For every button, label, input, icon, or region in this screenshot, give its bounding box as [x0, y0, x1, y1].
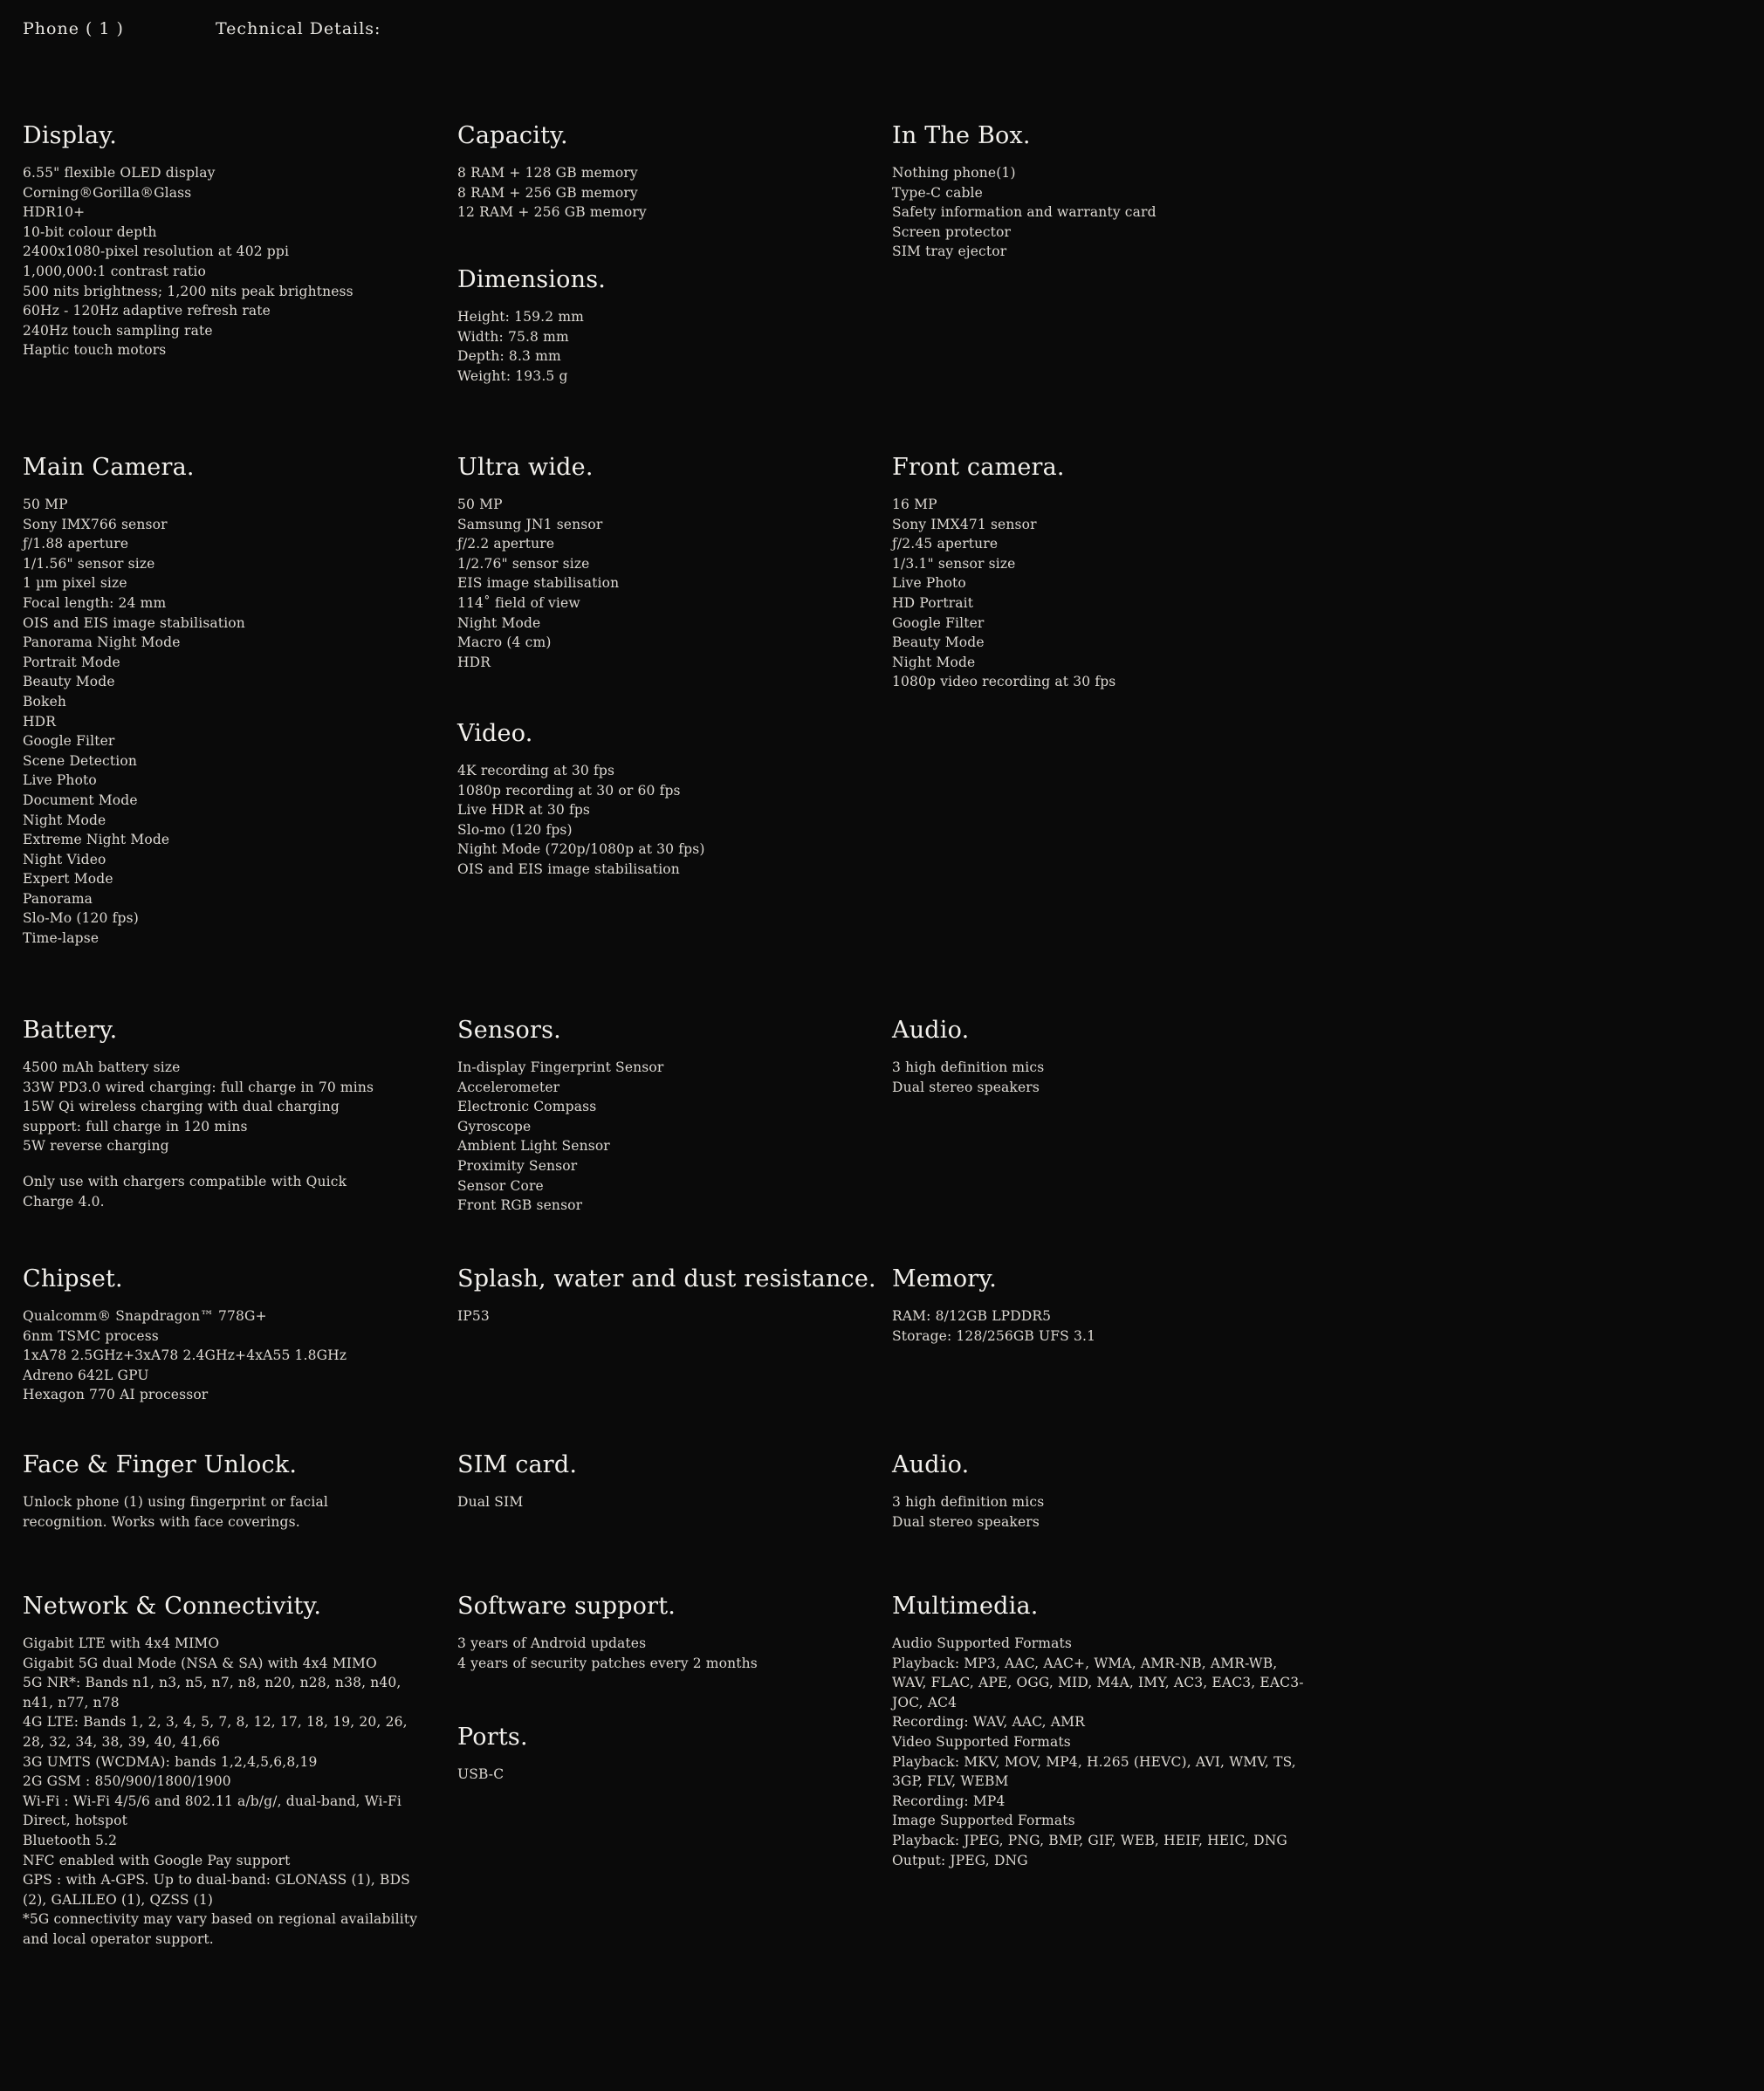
section-title: Front camera. [892, 454, 1065, 481]
spec-line: 240Hz touch sampling rate [23, 322, 213, 339]
spec-line: support: full charge in 120 mins [23, 1118, 248, 1135]
section-title: Sensors. [457, 1017, 561, 1044]
section-audio-bottom [892, 1451, 1328, 1532]
section-title: In The Box. [892, 122, 1031, 149]
spec-line: 114˚ field of view [457, 594, 580, 611]
section-battery [23, 1017, 459, 1211]
spec-line: 4K recording at 30 fps [457, 763, 615, 778]
section-sim-card [457, 1451, 894, 1512]
spec-line: Output: JPEG, DNG [892, 1852, 1028, 1868]
spec-line: 1/3.1" sensor size [892, 555, 1016, 572]
spec-line: Gigabit 5G dual Mode (NSA & SA) with 4x4 MIMO [23, 1655, 377, 1671]
section-title: Dimensions. [457, 266, 607, 293]
spec-line: GPS : with A-GPS. Up to dual-band: GLONASS (1), BDS (2), GALILEO (1), QZSS (1) [23, 1872, 410, 1908]
spec-line: 5G NR*: Bands n1, n3, n5, n7, n8, n20, n28, n38, n40, n41, n77, n78 [23, 1675, 402, 1711]
spec-line: 8 RAM + 256 GB memory [457, 184, 638, 201]
spec-line: RAM: 8/12GB LPDDR5 [892, 1308, 1052, 1324]
spec-line: Nothing phone(1) [892, 165, 1016, 181]
spec-line: Hexagon 770 AI processor [23, 1387, 209, 1403]
spec-line: 2400x1080-pixel resolution at 402 ppi [23, 243, 290, 260]
spec-line: Accelerometer [457, 1079, 560, 1095]
spec-line: recognition. Works with face coverings. [23, 1513, 300, 1530]
section-title: Capacity. [457, 122, 568, 149]
spec-line: Night Mode [892, 654, 976, 670]
spec-line: Ambient Light Sensor [457, 1138, 610, 1155]
spec-line: In-display Fingerprint Sensor [457, 1059, 664, 1075]
spec-line: 1 µm pixel size [23, 575, 127, 592]
page-title: Phone ( 1 ) [23, 19, 124, 38]
spec-line: Screen protector [892, 223, 1012, 240]
section-body [457, 163, 885, 223]
section-body [892, 1634, 1311, 1870]
section-audio-top [892, 1017, 1328, 1097]
spec-line: Video Supported Formats [892, 1733, 1071, 1750]
spec-line: Storage: 128/256GB UFS 3.1 [892, 1327, 1096, 1344]
spec-line: Time-lapse [23, 930, 100, 947]
section-body [892, 1492, 1320, 1532]
spec-line: Dual stereo speakers [892, 1079, 1040, 1095]
section-body [23, 1634, 433, 1950]
spec-line: OIS and EIS image stabilisation [23, 614, 245, 631]
spec-line: Gigabit LTE with 4x4 MIMO [23, 1635, 220, 1651]
spec-line: Dual stereo speakers [892, 1513, 1040, 1530]
section-title: Audio. [892, 1451, 970, 1478]
section-face-finger-unlock [23, 1451, 459, 1532]
spec-line: HDR [457, 654, 491, 670]
section-body [23, 1058, 433, 1211]
spec-line: 1080p recording at 30 or 60 fps [457, 782, 681, 799]
spec-line: 1xA78 2.5GHz+3xA78 2.4GHz+4xA55 1.8GHz [23, 1347, 347, 1364]
spec-line: Electronic Compass [457, 1099, 597, 1115]
spec-line: 8 RAM + 128 GB memory [457, 165, 638, 181]
spec-line: ƒ/2.45 aperture [892, 536, 999, 552]
spec-line: 3 years of Android updates [457, 1635, 647, 1651]
spec-line: Unlock phone (1) using fingerprint or facial [23, 1494, 328, 1510]
section-memory [892, 1265, 1328, 1346]
spec-line: Expert Mode [23, 871, 113, 888]
spec-line: Height: 159.2 mm [457, 309, 585, 325]
spec-line: Slo-mo (120 fps) [457, 821, 573, 838]
spec-line: *5G connectivity may vary based on regional availability and local operator support. [23, 1911, 418, 1947]
section-title: Main Camera. [23, 454, 195, 481]
spec-line: 3 high definition mics [892, 1494, 1045, 1510]
spec-line: Focal length: 24 mm [23, 594, 167, 611]
spec-line: Dual SIM [457, 1494, 524, 1510]
section-capacity [457, 122, 894, 223]
spec-line: Bokeh [23, 693, 67, 710]
spec-line: Night Video [23, 851, 106, 867]
section-software-support [457, 1593, 894, 1673]
spec-line: NFC enabled with Google Pay support [23, 1852, 291, 1868]
spec-line: 4 years of security patches every 2 months [457, 1655, 758, 1671]
spec-line: Playback: MKV, MOV, MP4, H.265 (HEVC), AVI, WMV, TS, 3GP, FLV, WEBM [892, 1753, 1296, 1790]
spec-line: Night Mode (720p/1080p at 30 fps) [457, 841, 705, 858]
spec-line: Audio Supported Formats [892, 1635, 1072, 1651]
spec-line: Beauty Mode [23, 674, 115, 690]
spec-line: Charge 4.0. [23, 1193, 105, 1210]
section-body [23, 1306, 450, 1405]
spec-line: Recording: WAV, AAC, AMR [892, 1714, 1086, 1731]
spec-line: 12 RAM + 256 GB memory [457, 204, 647, 221]
spec-line: Google Filter [23, 733, 115, 750]
section-ports [457, 1724, 894, 1785]
spec-line: 33W PD3.0 wired charging: full charge in 70 mins [23, 1079, 374, 1095]
spec-line: Night Mode [457, 614, 541, 631]
spec-line: Safety information and warranty card [892, 204, 1157, 221]
section-body [457, 1634, 885, 1673]
spec-line: 2G GSM : 850/900/1800/1900 [23, 1773, 231, 1790]
section-title: Battery. [23, 1017, 118, 1044]
spec-line: Document Mode [23, 792, 138, 808]
spec-line: ƒ/1.88 aperture [23, 536, 129, 552]
section-title: Chipset. [23, 1265, 123, 1292]
spec-line: 3 high definition mics [892, 1059, 1045, 1075]
section-body [23, 1492, 420, 1532]
spec-line: Weight: 193.5 g [457, 367, 568, 384]
section-body [457, 1765, 885, 1785]
section-title: Ultra wide. [457, 454, 594, 481]
section-title: Multimedia. [892, 1593, 1039, 1620]
spec-line: Live Photo [892, 575, 966, 592]
spec-line: Beauty Mode [892, 634, 985, 651]
spec-line: HDR [23, 713, 57, 730]
section-ultra-wide [457, 454, 894, 672]
spec-line: OIS and EIS image stabilisation [457, 860, 680, 877]
section-title: Software support. [457, 1593, 676, 1620]
spec-line: ƒ/2.2 aperture [457, 536, 555, 552]
section-title: Splash, water and dust resistance. [457, 1265, 876, 1292]
spec-line: 4G LTE: Bands 1, 2, 3, 4, 5, 7, 8, 12, 17, 18, 19, 20, 26, 28, 32, 34, 38, 39, 40, 41,66 [23, 1714, 408, 1750]
spec-line: Night Mode [23, 812, 106, 828]
spec-line: Panorama Night Mode [23, 634, 181, 651]
spec-line: 500 nits brightness; 1,200 nits peak brightness [23, 283, 353, 299]
section-title: Video. [457, 720, 533, 747]
spec-line: Proximity Sensor [457, 1157, 578, 1174]
section-body [457, 1492, 885, 1512]
spec-line: 60Hz - 120Hz adaptive refresh rate [23, 303, 271, 319]
spec-line: Panorama [23, 890, 93, 907]
section-chipset [23, 1265, 459, 1405]
spec-line: 1,000,000:1 contrast ratio [23, 263, 206, 279]
spec-line: 5W reverse charging [23, 1138, 169, 1155]
section-body [457, 495, 885, 672]
section-body [892, 1058, 1320, 1097]
section-body [457, 1058, 885, 1216]
spec-line: Sony IMX471 sensor [892, 516, 1037, 532]
section-body [23, 495, 450, 949]
spec-line: 4500 mAh battery size [23, 1059, 181, 1075]
spec-line: Gyroscope [457, 1118, 532, 1135]
spec-line: Playback: MP3, AAC, AAC+, WMA, AMR-NB, AMR-WB, WAV, FLAC, APE, OGG, MID, M4A, IMY, AC3, EAC3, EAC3-JOC, AC4 [892, 1655, 1304, 1711]
section-title: Network & Connectivity. [23, 1593, 322, 1620]
spec-line: USB-C [457, 1766, 504, 1782]
spacer [23, 1156, 433, 1172]
section-title: Display. [23, 122, 118, 149]
spec-line: Playback: JPEG, PNG, BMP, GIF, WEB, HEIF, HEIC, DNG [892, 1832, 1287, 1848]
section-multimedia [892, 1593, 1320, 1870]
section-display [23, 122, 459, 360]
spec-line: Front RGB sensor [457, 1197, 583, 1214]
section-in-the-box [892, 122, 1381, 262]
section-title: Memory. [892, 1265, 998, 1292]
spec-line: Scene Detection [23, 752, 137, 769]
spec-line: Live Photo [23, 772, 97, 789]
spec-line: 1080p video recording at 30 fps [892, 674, 1116, 690]
spec-line: 3G UMTS (WCDMA): bands 1,2,4,5,6,8,19 [23, 1753, 318, 1770]
spec-line: 50 MP [23, 497, 68, 512]
section-splash-water-dust-resistance [457, 1265, 911, 1327]
section-body [892, 163, 1381, 262]
spec-line: Live HDR at 30 fps [457, 802, 591, 819]
spec-line: EIS image stabilisation [457, 575, 620, 592]
section-sensors [457, 1017, 894, 1216]
section-body [457, 761, 885, 880]
section-body [892, 495, 1346, 692]
spec-line: 1/1.56" sensor size [23, 555, 155, 572]
section-dimensions [457, 266, 894, 386]
spec-line: Corning®Gorilla®Glass [23, 184, 192, 201]
spec-line: 50 MP [457, 497, 503, 512]
spec-line: IP53 [457, 1308, 490, 1324]
section-title: SIM card. [457, 1451, 578, 1478]
spec-line: Type-C cable [892, 184, 983, 201]
spec-line: HDR10+ [23, 204, 86, 221]
spec-line: 6nm TSMC process [23, 1327, 159, 1344]
spec-line: 1/2.76" sensor size [457, 555, 590, 572]
section-video [457, 720, 894, 880]
spec-line: Recording: MP4 [892, 1793, 1006, 1809]
section-title: Face & Finger Unlock. [23, 1451, 298, 1478]
section-front-camera [892, 454, 1346, 692]
section-title: Audio. [892, 1017, 970, 1044]
section-body [457, 307, 885, 386]
spec-line: Haptic touch motors [23, 342, 167, 359]
page-subtitle: Technical Details: [215, 19, 381, 38]
spec-line: 15W Qi wireless charging with dual charging [23, 1099, 340, 1115]
section-main-camera [23, 454, 459, 949]
spec-line: Only use with chargers compatible with Quick [23, 1173, 347, 1189]
spec-line: Extreme Night Mode [23, 832, 170, 848]
section-body [892, 1306, 1320, 1346]
section-network-connectivity [23, 1593, 459, 1950]
spec-line: Sensor Core [457, 1177, 544, 1194]
spec-line: Qualcomm® Snapdragon™ 778G+ [23, 1308, 267, 1324]
spec-line: Samsung JN1 sensor [457, 516, 603, 532]
spec-line: Image Supported Formats [892, 1813, 1075, 1829]
spec-line: Width: 75.8 mm [457, 328, 569, 345]
spec-line: 10-bit colour depth [23, 223, 157, 240]
spec-line: HD Portrait [892, 594, 974, 611]
spec-line: Wi-Fi : Wi-Fi 4/5/6 and 802.11 a/b/g/, dual-band, Wi-Fi Direct, hotspot [23, 1793, 402, 1829]
section-body [457, 1306, 885, 1327]
spec-line: 16 MP [892, 497, 937, 512]
spec-line: Adreno 642L GPU [23, 1367, 149, 1383]
spec-line: SIM tray ejector [892, 243, 1007, 260]
section-body [23, 163, 450, 360]
spec-line: Sony IMX766 sensor [23, 516, 168, 532]
spec-line: Google Filter [892, 614, 985, 631]
spec-line: 6.55" flexible OLED display [23, 165, 216, 181]
spec-line: Depth: 8.3 mm [457, 348, 561, 365]
spec-line: Portrait Mode [23, 654, 120, 670]
page-header [23, 19, 381, 38]
spec-line: Slo-Mo (120 fps) [23, 910, 139, 927]
spec-line: Bluetooth 5.2 [23, 1832, 118, 1848]
spec-line: Macro (4 cm) [457, 634, 552, 651]
section-title: Ports. [457, 1724, 528, 1751]
